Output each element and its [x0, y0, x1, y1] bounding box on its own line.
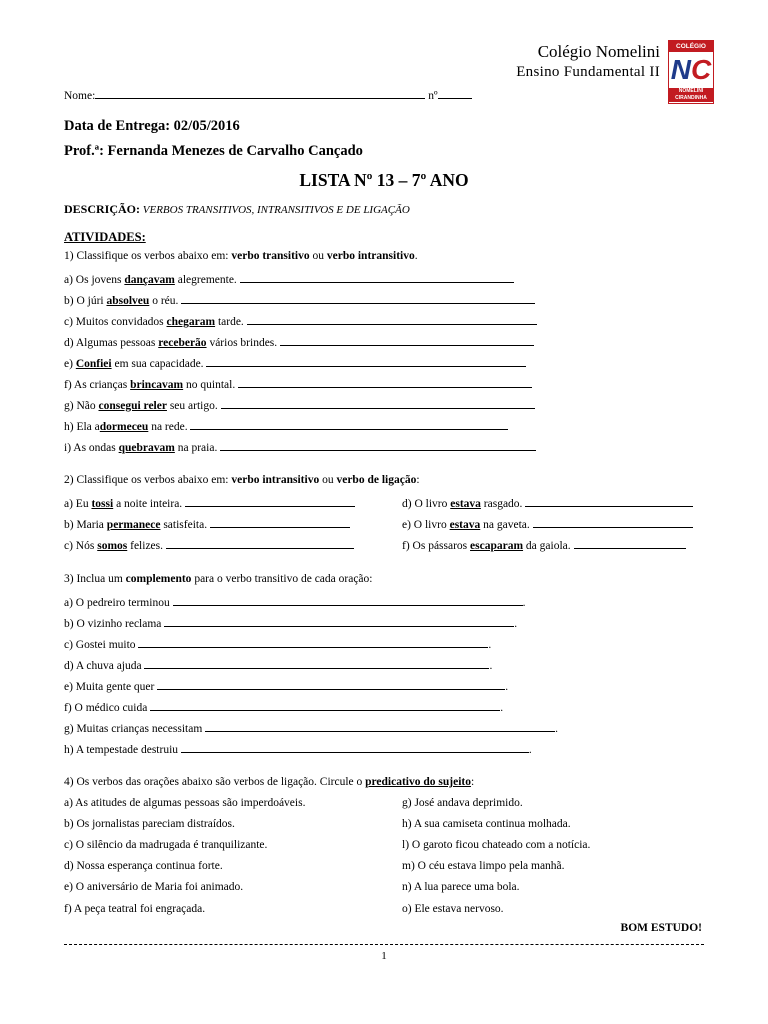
q4-item[interactable]: l) O garoto ficou chateado com a notícia.	[402, 839, 591, 851]
q1-item	[64, 440, 536, 454]
q1-item-pre: e)	[64, 358, 76, 370]
q1-item-pre: i) As ondas	[64, 442, 119, 454]
q3-item-text: g) Muitas crianças necessitam	[64, 723, 206, 735]
name-field[interactable]	[64, 88, 472, 102]
q4-item[interactable]: g) José andava deprimido.	[402, 797, 523, 809]
q2-item-post: a noite inteira.	[113, 498, 186, 510]
q4-item[interactable]: c) O silêncio da madrugada é tranquilizante.	[64, 839, 268, 851]
q2-prompt	[64, 474, 420, 486]
closing-message: BOM ESTUDO!	[620, 922, 702, 934]
q3-item: b) O vizinho reclama .	[64, 618, 518, 630]
q4-item[interactable]: b) Os jornalistas pareciam distraídos.	[64, 818, 235, 830]
q1-answer-blank[interactable]	[181, 293, 535, 304]
q1-item	[64, 398, 535, 412]
q2-item-post: rasgado.	[480, 498, 526, 510]
q1-item-post: seu artigo.	[166, 400, 221, 412]
q2-item-verb: somos	[97, 540, 128, 552]
q1-item	[64, 377, 532, 391]
q1-answer-blank[interactable]	[238, 377, 532, 388]
q3-item: g) Muitas crianças necessitam .	[64, 723, 559, 735]
q3-item-text: h) A tempestade destruiu	[64, 744, 181, 756]
q1-answer-blank[interactable]	[220, 440, 536, 451]
q2-item-post: da gaiola.	[523, 540, 574, 552]
q2-item-verb: estava	[450, 498, 481, 510]
q1-item-post: o réu.	[149, 295, 182, 307]
q2-term-2: verbo de ligação	[336, 474, 417, 486]
q1-item	[64, 314, 537, 328]
q2-item-verb: estava	[449, 519, 481, 531]
q3-answer-blank[interactable]	[144, 658, 489, 669]
q2-item-pre: e) O livro	[402, 519, 450, 531]
school-level: Ensino Fundamental II	[516, 64, 660, 80]
school-name: Colégio Nomelini	[537, 42, 660, 61]
q1-item-pre: a) Os jovens	[64, 274, 125, 286]
q3-item: e) Muita gente quer .	[64, 681, 509, 693]
q3-prompt-end: para o verbo transitivo de cada oração:	[191, 573, 373, 585]
q4-term-1: predicativo do sujeito	[365, 776, 471, 788]
q1-item	[64, 419, 508, 433]
q3-item-text: b) O vizinho reclama	[64, 618, 165, 630]
footer-divider	[64, 944, 704, 945]
q1-answer-blank[interactable]	[190, 419, 508, 430]
q1-item-pre: b) O júri	[64, 295, 107, 307]
q4-item[interactable]: e) O aniversário de Maria foi animado.	[64, 881, 244, 893]
q1-item-post: em sua capacidade.	[111, 358, 207, 370]
q1-item-post: na praia.	[174, 442, 221, 454]
activities-heading: ATIVIDADES:	[64, 230, 146, 244]
q1-term-2: verbo intransitivo	[326, 250, 415, 262]
number-blank[interactable]	[438, 88, 472, 99]
q4-item[interactable]: d) Nossa esperança continua forte.	[64, 860, 223, 872]
q3-item-text: d) A chuva ajuda	[64, 660, 145, 672]
q1-answer-blank[interactable]	[280, 335, 534, 346]
q2-item-verb: escaparam	[470, 540, 524, 552]
q2-item-pre: b) Maria	[64, 519, 107, 531]
q1-item-verb: receberão	[158, 337, 207, 349]
logo-letter-n: N	[670, 54, 691, 85]
q1-prompt-end: .	[414, 250, 418, 262]
q2-item-pre: d) O livro	[402, 498, 451, 510]
q1-answer-blank[interactable]	[247, 314, 537, 325]
q2-answer-blank[interactable]	[525, 496, 693, 507]
q2-item-pre: c) Nós	[64, 540, 98, 552]
q1-answer-blank[interactable]	[221, 398, 535, 409]
q2-item-post: satisfeita.	[160, 519, 210, 531]
q1-item	[64, 272, 514, 286]
q2-item	[402, 538, 686, 552]
q3-item: a) O pedreiro terminou .	[64, 597, 526, 609]
q1-item-pre: f) As crianças	[64, 379, 131, 391]
q2-item-verb: permanece	[106, 519, 161, 531]
q4-prompt-text: 4) Os verbos das orações abaixo são verbos de ligação. Circule o	[64, 776, 366, 788]
q2-item-post: na gaveta.	[480, 519, 533, 531]
q1-prompt	[64, 250, 418, 262]
q2-item	[64, 538, 354, 552]
description-label: DESCRIÇÃO:	[64, 202, 141, 216]
q3-item-text: f) O médico cuida	[64, 702, 151, 714]
q1-item-post: na rede.	[148, 421, 191, 433]
name-label: Nome:	[64, 90, 96, 102]
q1-item-post: no quintal.	[183, 379, 239, 391]
q1-item	[64, 293, 535, 307]
q3-answer-blank[interactable]	[205, 721, 555, 732]
q2-term-1: verbo intransitivo	[231, 474, 320, 486]
number-label: nº	[428, 90, 438, 102]
q1-prompt-mid: ou	[309, 250, 327, 262]
q3-answer-blank[interactable]	[157, 679, 505, 690]
q3-item-text: c) Gostei muito	[64, 639, 139, 651]
description	[64, 202, 410, 217]
logo-top-text: COLÉGIO	[669, 41, 713, 52]
q2-item	[402, 517, 693, 531]
q4-item[interactable]: n) A lua parece uma bola.	[402, 881, 520, 893]
q3-item: h) A tempestade destruiu .	[64, 744, 532, 756]
q2-item-pre: f) Os pássaros	[402, 540, 471, 552]
q2-item	[64, 496, 355, 510]
q2-prompt-end: :	[416, 474, 420, 486]
q4-prompt	[64, 776, 474, 788]
q4-item[interactable]: m) O céu estava limpo pela manhã.	[402, 860, 565, 872]
q1-item-verb: dormeceu	[99, 421, 149, 433]
page-title: LISTA Nº 13 – 7º ANO	[299, 170, 469, 190]
name-blank[interactable]	[95, 88, 425, 99]
delivery-date: Data de Entrega: 02/05/2016	[64, 118, 240, 134]
teacher-name: Prof.ª: Fernanda Menezes de Carvalho Cançado	[64, 143, 363, 159]
q3-item-text: a) O pedreiro terminou	[64, 597, 173, 609]
q1-item-verb: Confiei	[75, 358, 112, 370]
logo-bottom-text	[669, 88, 713, 102]
q1-item-pre: g) Não	[64, 400, 99, 412]
q2-answer-blank[interactable]	[533, 517, 693, 528]
q1-answer-blank[interactable]	[206, 356, 526, 367]
school-logo	[668, 40, 714, 104]
q2-item-pre: a) Eu	[64, 498, 92, 510]
q2-answer-blank[interactable]	[574, 538, 686, 549]
q2-answer-blank[interactable]	[185, 496, 355, 507]
q1-item-verb: dançavam	[124, 274, 175, 286]
q3-answer-blank[interactable]	[181, 742, 529, 753]
q1-item-post: tarde.	[215, 316, 247, 328]
q1-item-pre: h) Ela a	[64, 421, 100, 433]
q4-item[interactable]: h) A sua camiseta continua molhada.	[402, 818, 571, 830]
q1-item-verb: consegui reler	[98, 400, 167, 412]
q1-item-verb: absolveu	[106, 295, 150, 307]
q2-item	[64, 517, 350, 531]
q3-answer-blank[interactable]	[173, 595, 523, 606]
q2-item	[402, 496, 693, 510]
q4-item[interactable]: o) Ele estava nervoso.	[402, 903, 504, 915]
q3-item: f) O médico cuida .	[64, 702, 504, 714]
logo-bottom-line-2: CIRANDINHA	[675, 95, 707, 101]
q2-answer-blank[interactable]	[166, 538, 354, 549]
q4-item[interactable]: a) As atitudes de algumas pessoas são imperdoáveis.	[64, 797, 306, 809]
q4-item[interactable]: f) A peça teatral foi engraçada.	[64, 903, 206, 915]
q1-term-1: verbo transitivo	[231, 250, 310, 262]
q3-answer-blank[interactable]	[150, 700, 500, 711]
q4-prompt-end: :	[470, 776, 475, 788]
q3-prompt	[64, 573, 372, 585]
q3-answer-blank[interactable]	[164, 616, 514, 627]
logo-letters	[669, 53, 713, 87]
q2-answer-blank[interactable]	[210, 517, 350, 528]
q3-answer-blank[interactable]	[138, 637, 488, 648]
q2-item-post: felizes.	[127, 540, 166, 552]
q1-item-post: vários brindes.	[206, 337, 281, 349]
q3-item: d) A chuva ajuda .	[64, 660, 493, 672]
q1-item-post: alegremente.	[174, 274, 240, 286]
page-number: 1	[381, 950, 387, 962]
q1-answer-blank[interactable]	[240, 272, 514, 283]
q1-item-verb: brincavam	[130, 379, 184, 391]
q3-prompt-text: 3) Inclua um	[64, 573, 126, 585]
q1-item-pre: d) Algumas pessoas	[64, 337, 159, 349]
q2-prompt-mid: ou	[319, 474, 337, 486]
q1-prompt-text: 1) Classifique os verbos abaixo em:	[64, 250, 232, 262]
q2-prompt-text: 2) Classifique os verbos abaixo em:	[64, 474, 232, 486]
q1-item	[64, 356, 526, 370]
logo-letter-c: C	[691, 54, 712, 85]
q3-term-1: complemento	[125, 573, 192, 585]
q3-item: c) Gostei muito .	[64, 639, 492, 651]
q1-item-verb: quebravam	[118, 442, 175, 454]
q1-item-verb: chegaram	[166, 316, 216, 328]
q1-item	[64, 335, 534, 349]
q3-item-text: e) Muita gente quer	[64, 681, 158, 693]
q1-item-pre: c) Muitos convidados	[64, 316, 167, 328]
q2-item-verb: tossi	[91, 498, 114, 510]
description-text: VERBOS TRANSITIVOS, INTRANSITIVOS E DE LIGAÇÃO	[140, 204, 410, 216]
logo-bottom-line-1: NOMELINI	[678, 88, 704, 94]
